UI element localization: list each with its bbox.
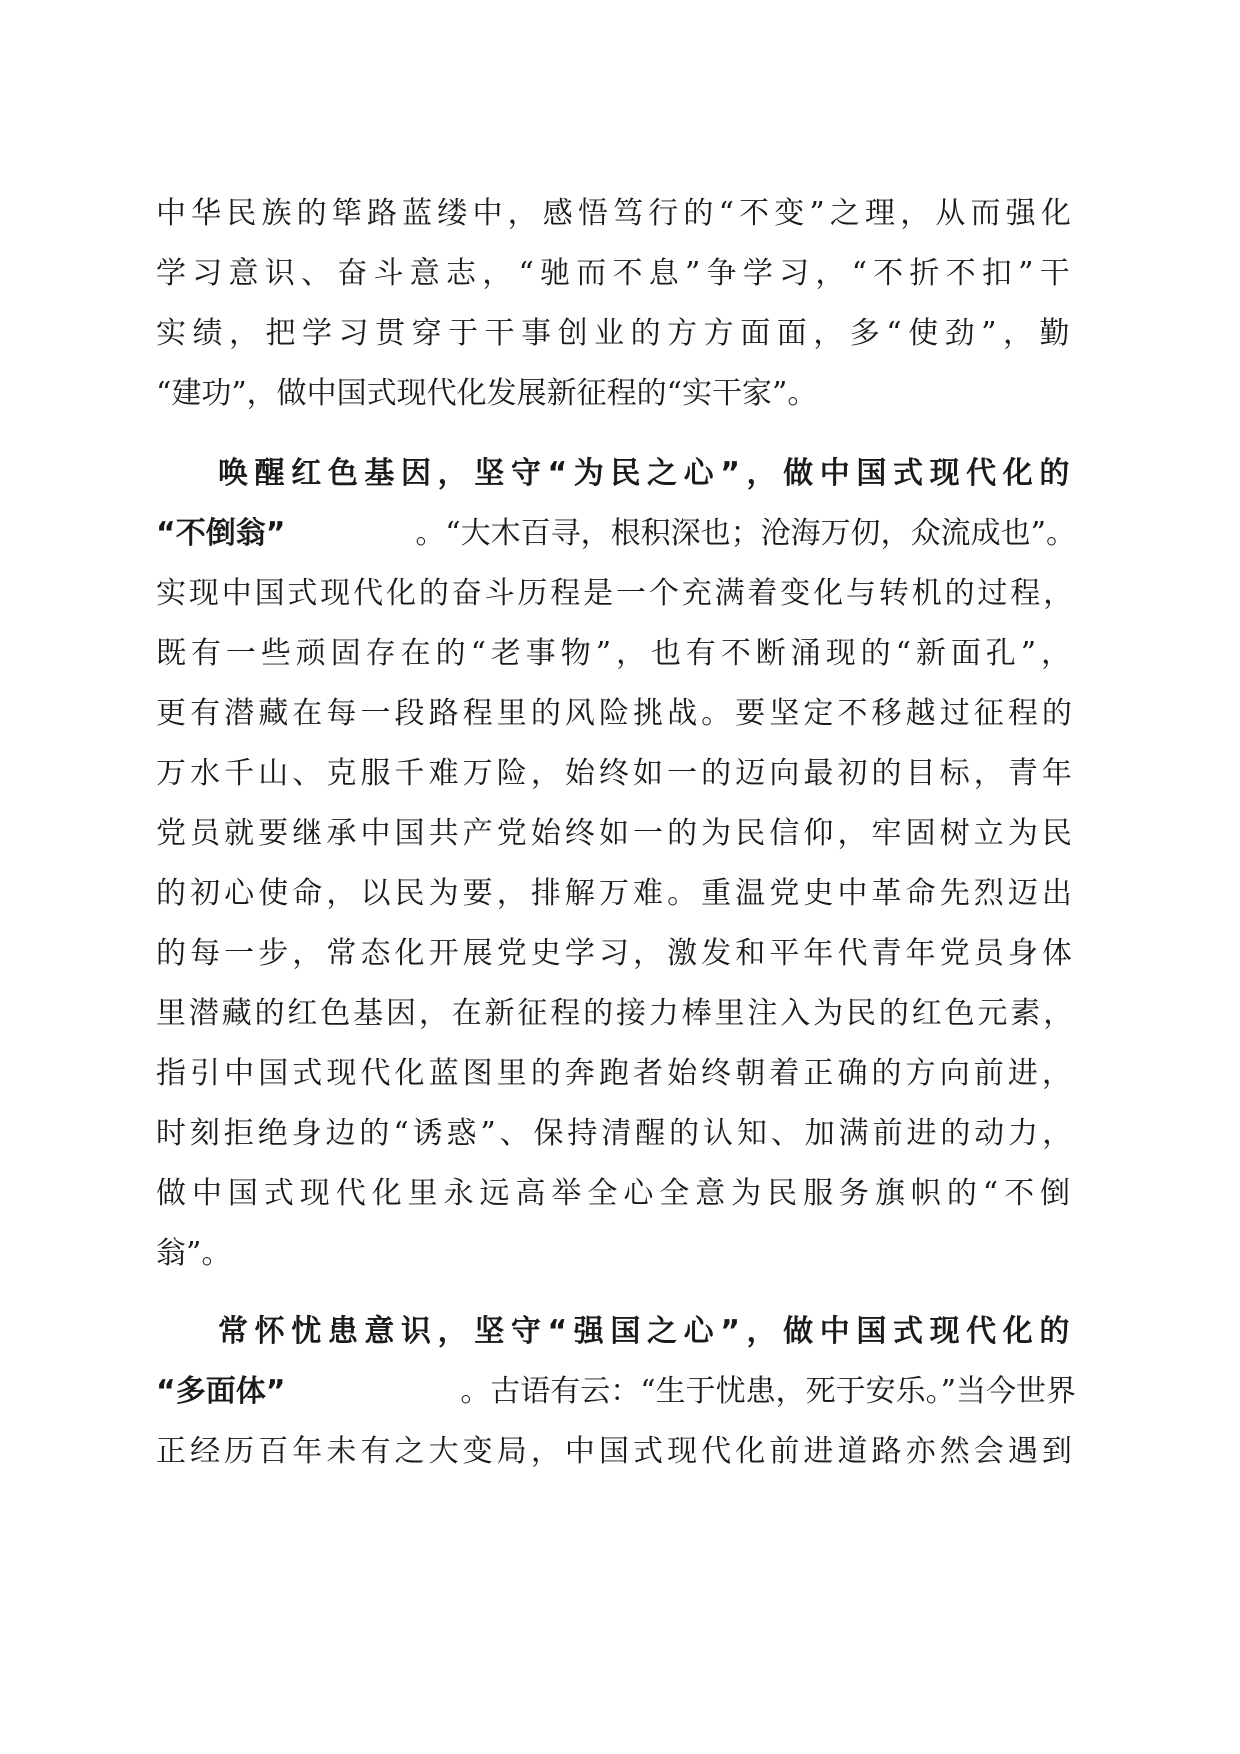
text-segment: 指引中国式现代化蓝图里的奔跑者始终朝着正确的方向前进， bbox=[156, 1056, 1076, 1091]
text-line bbox=[156, 1044, 1076, 1104]
text-line bbox=[156, 1362, 1076, 1422]
text-line bbox=[156, 184, 1076, 244]
section-heading-term: “多面体” bbox=[156, 1374, 286, 1409]
text-line bbox=[156, 1224, 1076, 1284]
text-segment: 实绩，把学习贯穿于干事创业的方方面面，多“使劲”，勤 bbox=[156, 316, 1076, 351]
text-segment: 正经历百年未有之大变局，中国式现代化前进道路亦然会遇到 bbox=[156, 1434, 1076, 1469]
text-line bbox=[156, 244, 1076, 304]
text-segment: 更有潜藏在每一段路程里的风险挑战。要坚定不移越过征程的 bbox=[156, 696, 1076, 731]
text-line bbox=[156, 364, 1076, 424]
text-segment: 做中国式现代化里永远高举全心全意为民服务旗帜的“不倒 bbox=[156, 1176, 1076, 1211]
text-segment: “建功”，做中国式现代化发展新征程的“实干家”。 bbox=[156, 376, 818, 411]
text-segment: 时刻拒绝身边的“诱惑”、保持清醒的认知、加满前进的动力， bbox=[156, 1116, 1076, 1151]
text-segment: 党员就要继承中国共产党始终如一的为民信仰，牢固树立为民 bbox=[156, 816, 1076, 851]
text-segment: 既有一些顽固存在的“老事物”，也有不断涌现的“新面孔”， bbox=[156, 636, 1076, 671]
section-heading-term: “不倒翁” bbox=[156, 516, 286, 551]
text-segment: 中华民族的筚路蓝缕中，感悟笃行的“不变”之理，从而强化 bbox=[156, 196, 1076, 231]
text-line bbox=[156, 304, 1076, 364]
section-heading-line bbox=[218, 444, 1076, 504]
text-segment: 实现中国式现代化的奋斗历程是一个充满着变化与转机的过程， bbox=[156, 576, 1076, 611]
text-line bbox=[156, 504, 1076, 564]
text-line bbox=[156, 1422, 1076, 1482]
text-line bbox=[156, 804, 1076, 864]
text-line bbox=[156, 684, 1076, 744]
text-line bbox=[156, 864, 1076, 924]
text-line bbox=[156, 744, 1076, 804]
section-heading: 常怀忧患意识，坚守“强国之心”，做中国式现代化的 bbox=[218, 1314, 1076, 1349]
text-segment: 的每一步，常态化开展党史学习，激发和平年代青年党员身体 bbox=[156, 936, 1076, 971]
text-line bbox=[156, 564, 1076, 624]
text-segment: 里潜藏的红色基因，在新征程的接力棒里注入为民的红色元素， bbox=[156, 996, 1076, 1031]
text-segment: 。古语有云：“生于忧患，死于安乐。”当今世界 bbox=[460, 1374, 1076, 1409]
text-segment: 万水千山、克服千难万险，始终如一的迈向最初的目标，青年 bbox=[156, 756, 1076, 791]
text-line bbox=[156, 984, 1076, 1044]
section-heading-line bbox=[218, 1302, 1076, 1362]
text-line bbox=[156, 1164, 1076, 1224]
text-segment: 学习意识、奋斗意志，“驰而不息”争学习，“不折不扣”干 bbox=[156, 256, 1076, 291]
text-segment: 的初心使命，以民为要，排解万难。重温党史中革命先烈迈出 bbox=[156, 876, 1076, 911]
text-segment: 翁”。 bbox=[156, 1236, 232, 1271]
section-heading: 唤醒红色基因，坚守“为民之心”，做中国式现代化的 bbox=[218, 456, 1076, 491]
text-line bbox=[156, 624, 1076, 684]
text-segment: 。“大木百寻，根积深也；沧海万仞，众流成也”。 bbox=[415, 516, 1076, 551]
text-line bbox=[156, 924, 1076, 984]
text-line bbox=[156, 1104, 1076, 1164]
